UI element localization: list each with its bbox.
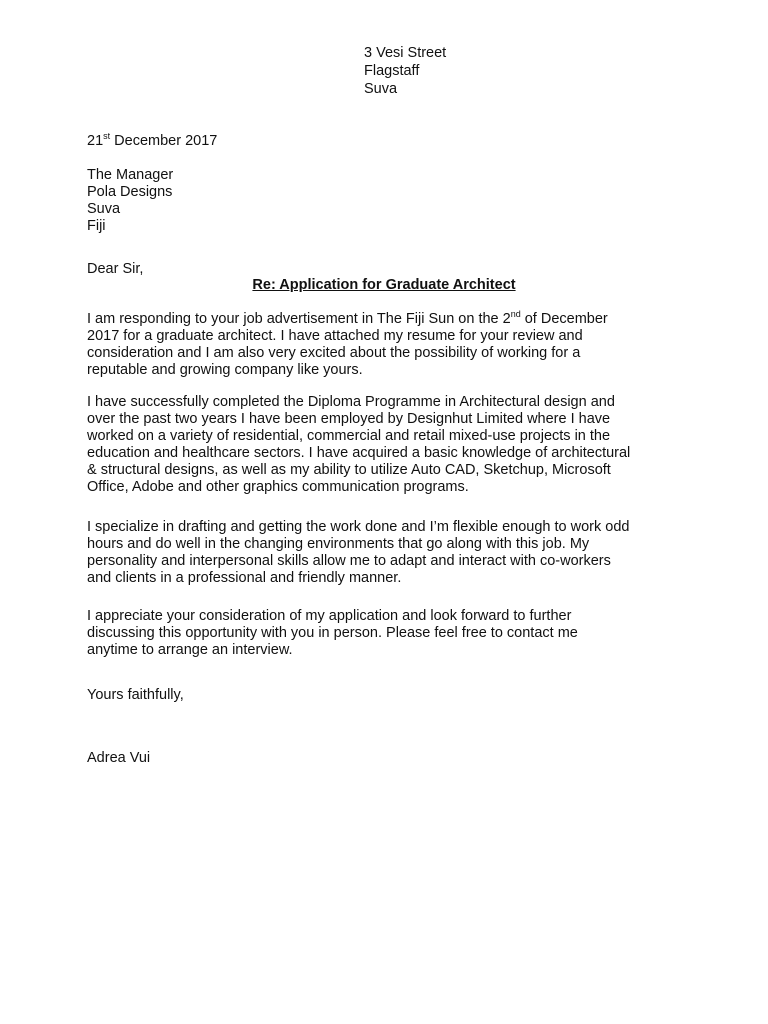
paragraph-line: discussing this opportunity with you in person. Please feel free to contact me — [87, 625, 578, 641]
date-day: 21 — [87, 133, 104, 149]
sender-address-line: Flagstaff — [364, 63, 420, 79]
sender-address-line: 3 Vesi Street — [364, 45, 447, 61]
paragraph-line: 2017 for a graduate architect. I have attached my resume for your review and — [87, 328, 583, 344]
paragraph-text: of December — [520, 311, 608, 327]
paragraph-experience — [87, 394, 687, 496]
paragraph-skills — [87, 519, 687, 587]
paragraph-text: I am responding to your job advertisement in The Fiji Sun on the 2 — [87, 311, 511, 327]
paragraph-intro — [87, 311, 687, 379]
ordinal-suffix: nd — [510, 309, 521, 320]
salutation: Dear Sir, — [87, 261, 144, 277]
paragraph-line: hours and do well in the changing environments that go along with this job. My — [87, 536, 590, 552]
sender-address-line: Suva — [364, 81, 398, 97]
signatory-name: Adrea Vui — [87, 750, 151, 766]
subject-text: Re: Application for Graduate Architect — [252, 277, 516, 293]
recipient-line: Fiji — [87, 218, 106, 234]
paragraph-line: personality and interpersonal skills allow me to adapt and interact with co-workers — [87, 553, 611, 569]
recipient-line: The Manager — [87, 167, 174, 183]
paragraph-line: I have successfully completed the Diploma Programme in Architectural design and — [87, 394, 615, 410]
paragraph-line: consideration and I am also very excited about the possibility of working for a — [87, 345, 581, 361]
paragraph-line: and clients in a professional and friendly manner. — [87, 570, 402, 586]
date-month-year: December 2017 — [110, 133, 218, 149]
complimentary-close: Yours faithfully, — [87, 687, 184, 703]
paragraph-line: Office, Adobe and other graphics communication programs. — [87, 479, 469, 495]
paragraph-line: reputable and growing company like yours. — [87, 362, 363, 378]
sender-address — [364, 45, 446, 99]
paragraph-line: I appreciate your consideration of my application and look forward to further — [87, 608, 572, 624]
subject-line — [0, 277, 768, 294]
paragraph-closing — [87, 608, 687, 659]
paragraph-line: education and healthcare sectors. I have acquired a basic knowledge of architectural — [87, 445, 631, 461]
recipient-line: Pola Designs — [87, 184, 173, 200]
letter-date — [87, 133, 687, 150]
paragraph-line: worked on a variety of residential, commercial and retail mixed-use projects in the — [87, 428, 611, 444]
paragraph-line: over the past two years I have been employed by Designhut Limited where I have — [87, 411, 611, 427]
recipient-address — [87, 167, 687, 235]
paragraph-line: I specialize in drafting and getting the work done and I’m flexible enough to work odd — [87, 519, 630, 535]
paragraph-line: & structural designs, as well as my ability to utilize Auto CAD, Sketchup, Microsoft — [87, 462, 611, 478]
paragraph-line — [87, 311, 687, 328]
paragraph-line: anytime to arrange an interview. — [87, 642, 293, 658]
recipient-line: Suva — [87, 201, 121, 217]
date-day-suffix: st — [103, 131, 111, 142]
